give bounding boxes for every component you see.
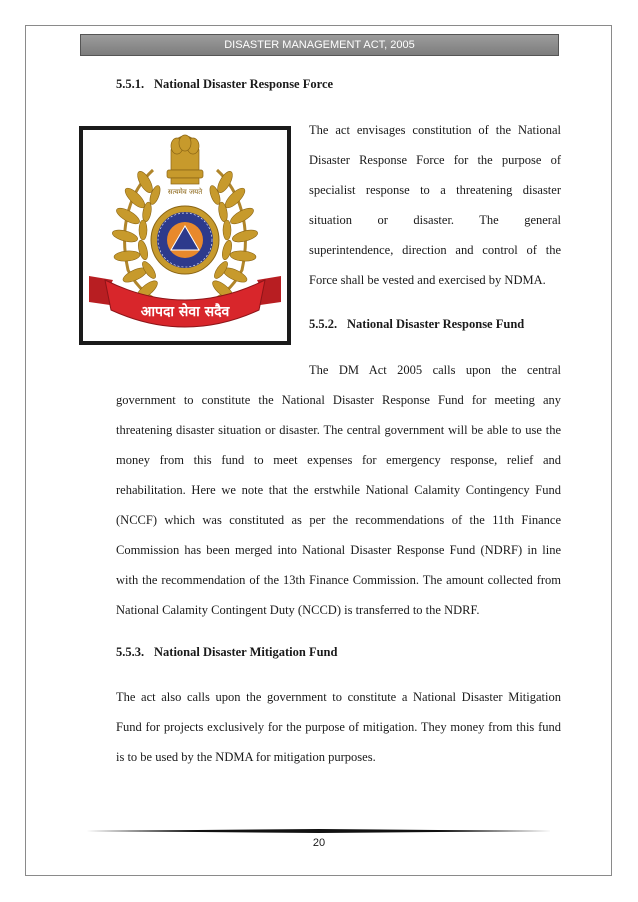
section-553-line-3: is to be used by the NDMA for mitigation purposes. <box>116 750 376 764</box>
section-552-line-4: rehabilitation. Here we note that the erstwhile National Calamity Contingency Fund <box>116 483 561 497</box>
section-552-line-3: money from this fund to meet expenses for emergency response, relief and <box>116 453 561 467</box>
medallion-icon <box>151 206 219 274</box>
lion-capital-icon <box>167 135 203 184</box>
section-551-line-5: superintendence, direction and control of the <box>309 243 561 257</box>
section-552-title: National Disaster Response Fund <box>347 317 525 331</box>
section-551-line-1: The act envisages constitution of the National <box>309 123 561 137</box>
section-551-line-6: Force shall be vested and exercised by NDMA. <box>309 273 546 287</box>
section-552-line-0: The DM Act 2005 calls upon the central <box>309 363 561 377</box>
section-553-heading <box>116 645 337 660</box>
section-551-number: 5.5.1. <box>116 77 145 91</box>
page-number: 20 <box>312 837 326 849</box>
ndrf-emblem <box>79 126 291 345</box>
section-552-line-6: Commission has been merged into National Disaster Response Fund (NDRF) in line <box>116 543 561 557</box>
section-552-number: 5.5.2. <box>309 317 338 331</box>
section-553-number: 5.5.3. <box>116 645 145 659</box>
section-552-first-line <box>309 355 561 385</box>
section-553-line-1: The act also calls upon the government to constitute a National Disaster Mitigation <box>116 690 561 704</box>
section-551-heading <box>116 77 333 92</box>
section-552-heading <box>309 317 524 332</box>
section-551-paragraph <box>309 115 561 295</box>
section-552-line-5: (NCCF) which was constituted as per the recommendations of the 11th Finance <box>116 513 561 527</box>
section-551-title: National Disaster Response Force <box>154 77 334 91</box>
section-552-line-8: National Calamity Contingent Duty (NCCD) is transferred to the NDRF. <box>116 603 480 617</box>
header-title: DISASTER MANAGEMENT ACT, 2005 <box>224 39 415 51</box>
section-553-line-2: Fund for projects exclusively for the purpose of mitigation. They money from this fund <box>116 720 561 734</box>
section-552-line-2: threatening disaster situation or disaster. The central government will be able to use the <box>116 423 561 437</box>
motto-text: सत्यमेव जयते <box>167 188 203 196</box>
emblem-banner-text: आपदा सेवा सदैव <box>140 304 230 320</box>
section-551-line-4: situation or disaster. The general <box>309 213 561 227</box>
running-header <box>80 34 559 56</box>
section-552-line-7: with the recommendation of the 13th Finance Commission. The amount collected from <box>116 573 561 587</box>
section-553-title: National Disaster Mitigation Fund <box>154 645 338 659</box>
section-552-paragraph <box>116 385 561 625</box>
footer-divider <box>86 829 552 833</box>
section-552-line-1: government to constitute the National Disaster Response Fund for meeting any <box>116 393 561 407</box>
ndrf-emblem-graphic <box>83 130 287 341</box>
section-553-paragraph <box>116 682 561 772</box>
section-551-line-3: specialist response to a threatening disaster <box>309 183 561 197</box>
section-551-line-2: Disaster Response Force for the purpose of <box>309 153 561 167</box>
